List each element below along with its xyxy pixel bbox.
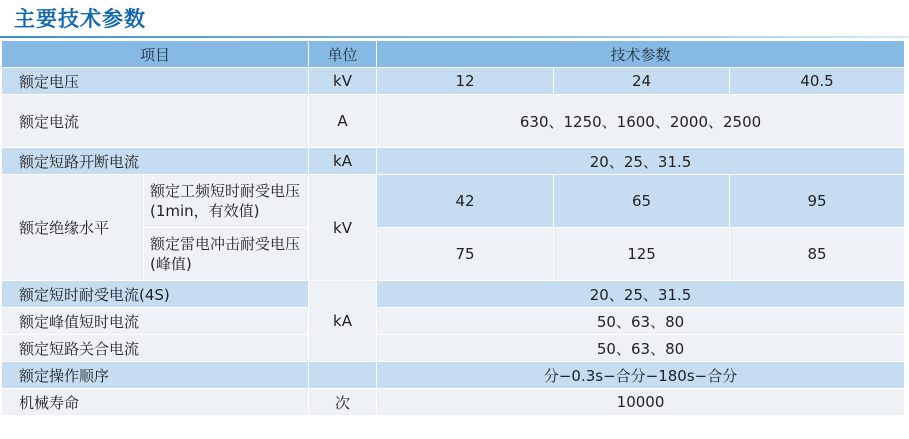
table-row <box>2 389 905 416</box>
page-title: 主要技术参数 <box>14 7 146 31</box>
spec-table <box>1 40 905 416</box>
value-cell: 10000 <box>377 389 905 416</box>
row-unit: kV <box>309 175 377 281</box>
row-unit: kA <box>309 148 377 175</box>
row-label: 额定操作顺序 <box>2 362 309 389</box>
value-cell: 50、63、80 <box>377 308 905 335</box>
table-header-row <box>2 41 905 68</box>
value-cell: 85 <box>730 228 905 281</box>
value-cell: 20、25、31.5 <box>377 148 905 175</box>
header-unit: 单位 <box>309 41 377 68</box>
row-label: 额定短路关合电流 <box>2 335 309 362</box>
value-cell: 42 <box>377 175 554 228</box>
sub-row-label: 额定工频短时耐受电压(1min，有效值) <box>144 175 309 228</box>
row-label: 额定绝缘水平 <box>2 175 144 281</box>
value-cell: 630、1250、1600、2000、2500 <box>377 95 905 148</box>
value-cell: 12 <box>377 68 554 95</box>
table-row <box>2 148 905 175</box>
row-label: 额定短时耐受电流(4S) <box>2 281 309 308</box>
row-label: 额定短路开断电流 <box>2 148 309 175</box>
row-unit: 次 <box>309 389 377 416</box>
row-label: 额定电压 <box>2 68 309 95</box>
row-unit: kV <box>309 68 377 95</box>
row-label: 额定电流 <box>2 95 309 148</box>
value-cell: 40.5 <box>730 68 905 95</box>
value-cell: 95 <box>730 175 905 228</box>
value-cell: 50、63、80 <box>377 335 905 362</box>
table-row <box>2 335 905 362</box>
table-row <box>2 362 905 389</box>
table-row <box>2 175 905 228</box>
table-row <box>2 281 905 308</box>
title-divider <box>0 36 909 38</box>
value-cell: 分−0.3s−合分−180s−合分 <box>377 362 905 389</box>
row-label: 机械寿命 <box>2 389 309 416</box>
header-params: 技术参数 <box>377 41 905 68</box>
sub-row-label: 额定雷电冲击耐受电压(峰值) <box>144 228 309 281</box>
value-cell: 24 <box>554 68 730 95</box>
table-row <box>2 308 905 335</box>
table-row <box>2 95 905 148</box>
row-unit <box>309 362 377 389</box>
value-cell: 20、25、31.5 <box>377 281 905 308</box>
value-cell: 65 <box>554 175 730 228</box>
value-cell: 125 <box>554 228 730 281</box>
table-row <box>2 68 905 95</box>
row-unit: A <box>309 95 377 148</box>
row-label: 额定峰值短时电流 <box>2 308 309 335</box>
row-unit: kA <box>309 281 377 362</box>
value-cell: 75 <box>377 228 554 281</box>
header-item: 项目 <box>2 41 309 68</box>
